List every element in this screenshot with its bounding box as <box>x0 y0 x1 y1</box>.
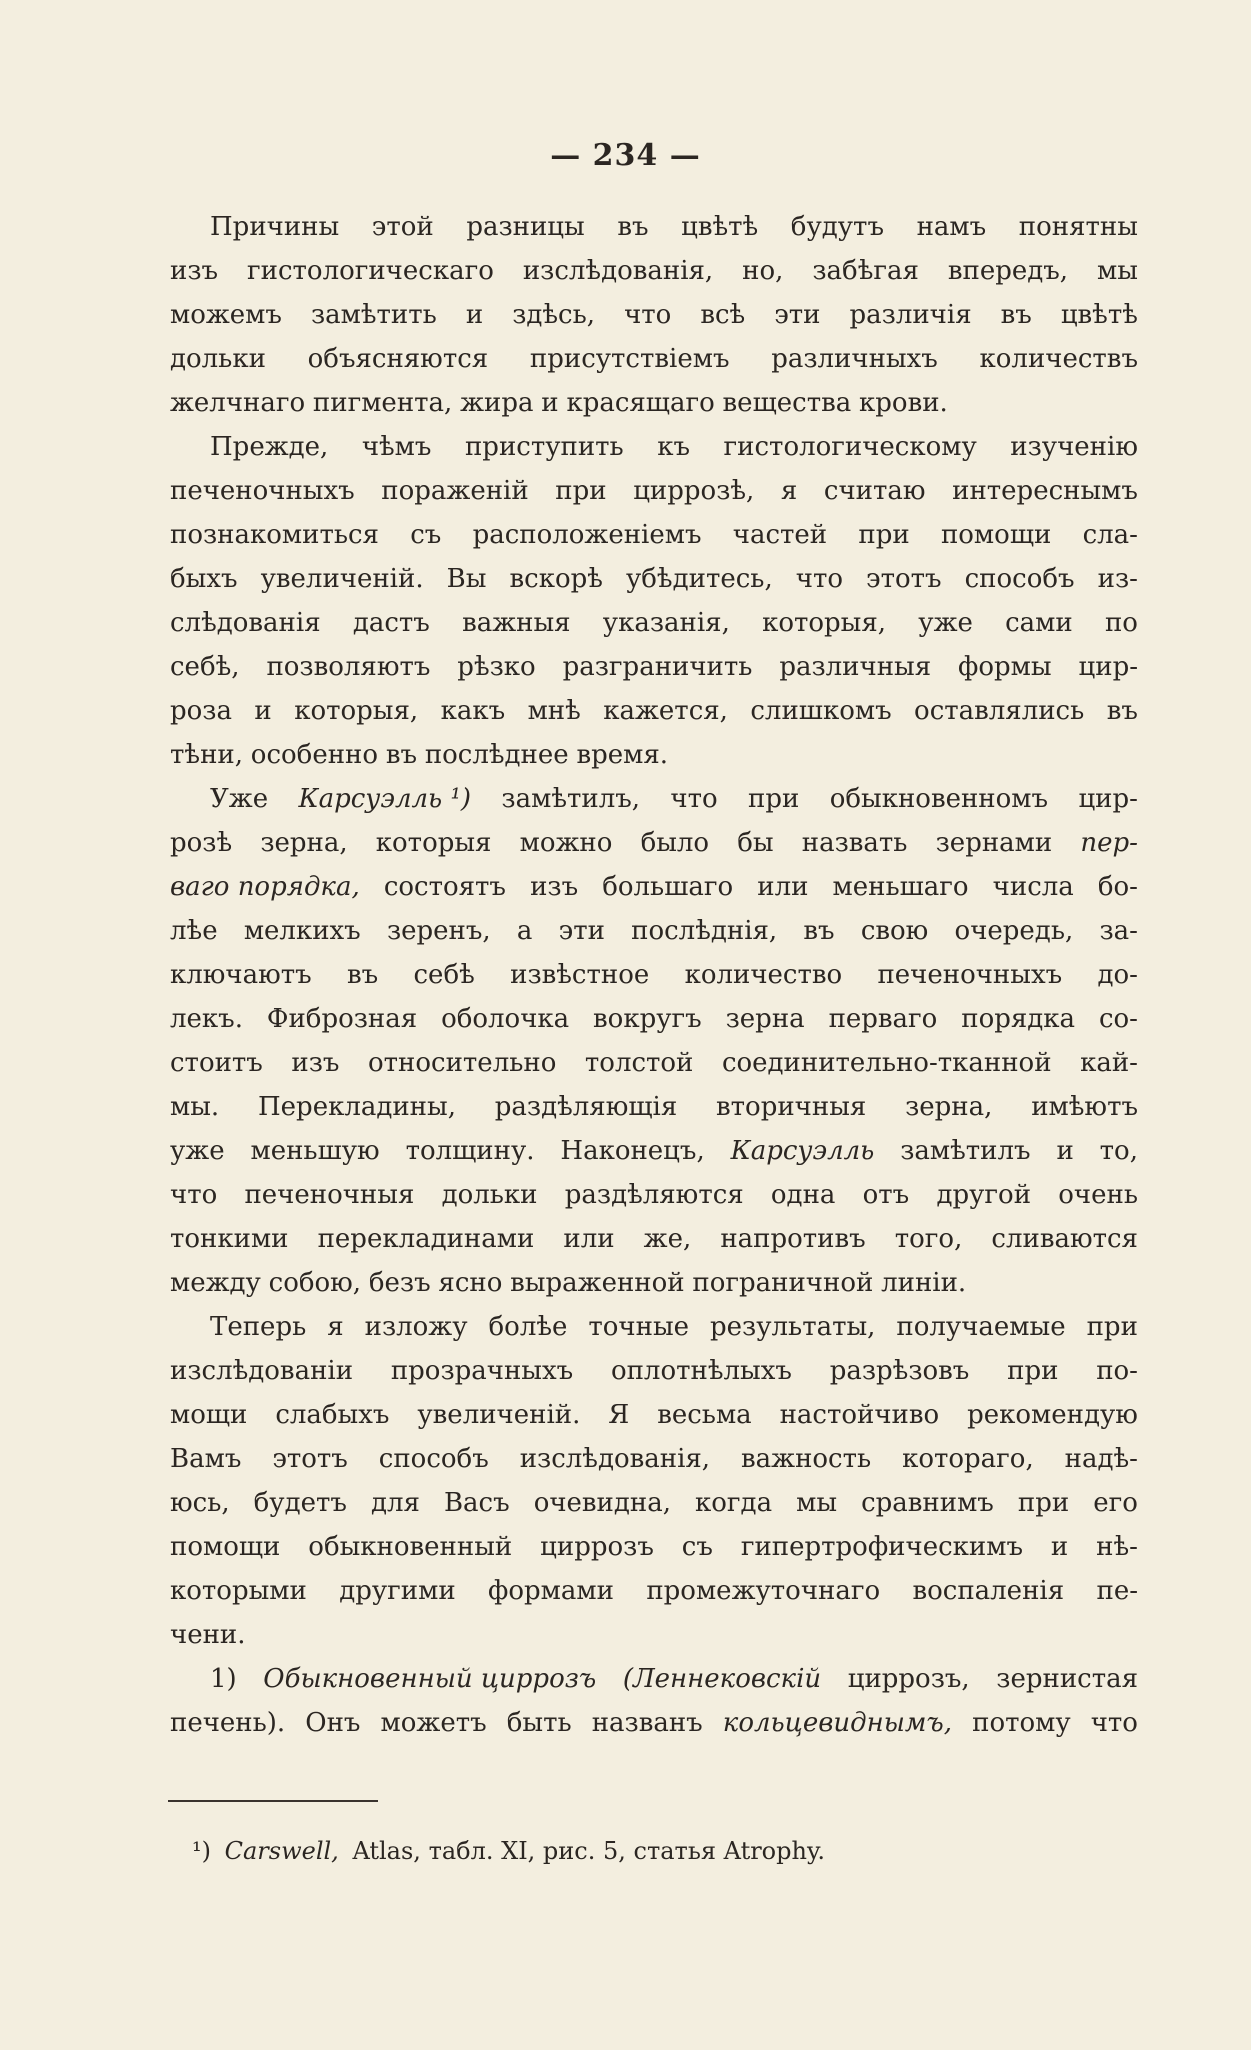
word: кольцевиднымъ, <box>722 1708 953 1738</box>
word: эти <box>558 916 605 946</box>
word: послѣднее <box>424 740 569 770</box>
word: Наконецъ, <box>560 1136 705 1166</box>
word: получаемые <box>896 1312 1066 1342</box>
word: что <box>670 784 718 814</box>
word: названъ <box>591 1708 703 1738</box>
word: изслѣдованія, <box>522 256 714 286</box>
word: познакомиться <box>170 520 379 550</box>
word: изученію <box>1010 432 1138 462</box>
word: разграничить <box>562 652 753 682</box>
word: при <box>1017 1488 1070 1518</box>
word: при <box>858 520 910 550</box>
word: этотъ <box>866 564 942 594</box>
word: собою, <box>268 1268 362 1298</box>
word: сравнимъ <box>861 1488 994 1518</box>
word: напротивъ <box>720 1224 866 1254</box>
word: цвѣтѣ <box>681 212 759 242</box>
word: забѣгая <box>812 256 919 286</box>
word: формы <box>958 652 1052 682</box>
word: замѣтилъ <box>900 1136 1031 1166</box>
word: циррозъ, <box>847 1664 970 1694</box>
word: весьма <box>657 1400 752 1430</box>
word: дастъ <box>352 608 430 638</box>
word: слабыхъ <box>275 1400 390 1430</box>
word: что <box>624 300 672 330</box>
word: что <box>795 564 843 594</box>
word: из- <box>1097 564 1138 594</box>
word: слѣдованія <box>170 608 321 638</box>
text-line <box>170 645 1138 689</box>
word: послѣднія, <box>631 916 778 946</box>
word: цир- <box>1078 784 1138 814</box>
word: мы <box>1097 256 1138 286</box>
word: мелкихъ <box>243 916 361 946</box>
word: но, <box>742 256 784 286</box>
word: бы <box>737 828 774 858</box>
text-line <box>170 1525 1138 1569</box>
word: извѣстное <box>510 960 650 990</box>
word: пигмента, <box>312 388 453 418</box>
word: нѣ- <box>1096 1532 1138 1562</box>
word: воспаленія <box>912 1576 1065 1606</box>
word: мы. <box>170 1092 220 1122</box>
text-line <box>170 337 1138 381</box>
word: въ <box>617 212 649 242</box>
word: помощи <box>940 520 1052 550</box>
word: уже <box>170 1136 225 1166</box>
text-line <box>170 777 1138 821</box>
word: Теперь <box>210 1312 307 1342</box>
word: пе- <box>1096 1576 1138 1606</box>
text-line <box>170 205 1138 249</box>
word: цвѣтѣ <box>1060 300 1138 330</box>
word: всѣ <box>700 300 746 330</box>
word: Я <box>608 1400 630 1430</box>
word: очередь, <box>954 916 1074 946</box>
word: изложу <box>364 1312 468 1342</box>
word: гипертрофическимъ <box>740 1532 1023 1562</box>
word: можетъ <box>380 1708 487 1738</box>
text-line <box>170 953 1138 997</box>
word: здѣсь, <box>512 300 596 330</box>
word: циррозъ <box>540 1532 654 1562</box>
text-line <box>170 249 1138 293</box>
word: настойчиво <box>779 1400 940 1430</box>
word: замѣтить <box>310 300 437 330</box>
text-line <box>170 689 1138 733</box>
word: позволяютъ <box>266 652 431 682</box>
word: чѣмъ <box>361 432 432 462</box>
word: Причины <box>210 212 340 242</box>
text-line <box>170 1217 1138 1261</box>
text-line <box>170 1701 1138 1745</box>
word: пер- <box>1080 828 1138 858</box>
word: рекомендую <box>967 1400 1138 1430</box>
word: Карсуэлль <box>730 1136 875 1166</box>
word: Уже <box>210 784 269 814</box>
text-line <box>170 381 1138 425</box>
word: циррозѣ, <box>633 476 755 506</box>
word: раздѣляющія <box>494 1092 678 1122</box>
word: въ <box>1000 300 1032 330</box>
word: перекладинами <box>317 1224 535 1254</box>
word: количество <box>684 960 843 990</box>
word: другими <box>339 1576 456 1606</box>
word: помощи <box>170 1532 281 1562</box>
text-line <box>170 1393 1138 1437</box>
word: различныя <box>779 652 932 682</box>
word: обыкновенномъ <box>829 784 1049 814</box>
word: гистологическому <box>723 432 977 462</box>
word: стоитъ <box>170 1048 263 1078</box>
word: печеночныхъ <box>170 476 355 506</box>
text-line <box>170 1305 1138 1349</box>
word: отъ <box>862 1180 910 1210</box>
word: зерна <box>725 1004 805 1034</box>
word: къ <box>657 432 691 462</box>
word: одна <box>770 1180 836 1210</box>
word: мы <box>796 1488 838 1518</box>
word: формами <box>488 1576 614 1606</box>
text-line <box>170 997 1138 1041</box>
text-line <box>170 1613 1138 1657</box>
word: Васъ <box>443 1488 510 1518</box>
text-line <box>170 909 1138 953</box>
word: можемъ <box>170 300 282 330</box>
word: (Леннековскій <box>622 1664 822 1694</box>
word: Онъ <box>305 1708 361 1738</box>
word: а <box>516 916 533 946</box>
word: пораженій <box>381 476 529 506</box>
word: относительно <box>368 1048 557 1078</box>
word: за- <box>1099 916 1138 946</box>
word: по- <box>1096 1356 1138 1386</box>
word: красящаго <box>566 388 715 418</box>
word: съ <box>681 1532 713 1562</box>
word: зернами <box>935 828 1053 858</box>
word: что <box>170 1180 218 1210</box>
text-line <box>170 1657 1138 1701</box>
word: разницы <box>466 212 585 242</box>
word: ясно <box>438 1268 503 1298</box>
word: въ <box>803 916 835 946</box>
word: увеличеній. <box>260 564 424 594</box>
word: при <box>555 476 607 506</box>
word: и <box>1050 1532 1069 1562</box>
text-line <box>170 1041 1138 1085</box>
footnote-divider <box>168 1800 378 1802</box>
word: печеночныя <box>244 1180 415 1210</box>
word: и <box>465 300 484 330</box>
word: эти <box>774 300 821 330</box>
word: того, <box>894 1224 963 1254</box>
word: намъ <box>916 212 987 242</box>
word: котораго, <box>902 1444 1034 1474</box>
word: линіи. <box>881 1268 967 1298</box>
word: приступить <box>464 432 624 462</box>
word: рѣзко <box>457 652 536 682</box>
word: Карсуэлль ¹) <box>298 784 472 814</box>
word: имѣютъ <box>1031 1092 1138 1122</box>
word: будутъ <box>790 212 884 242</box>
word: между <box>170 1268 261 1298</box>
word: въ <box>346 960 379 990</box>
word: и <box>1056 1136 1074 1166</box>
word: уже <box>918 608 973 638</box>
word: разрѣзовъ <box>829 1356 970 1386</box>
word: я <box>327 1312 344 1342</box>
word: для <box>370 1488 420 1518</box>
word: Перекладины, <box>257 1092 456 1122</box>
word: будетъ <box>253 1488 347 1518</box>
word: назвать <box>801 828 908 858</box>
word: изъ <box>530 872 579 902</box>
word: оставлялись <box>914 696 1085 726</box>
word: выраженной <box>510 1268 685 1298</box>
word: вещества <box>722 388 852 418</box>
word: обыкновенный <box>308 1532 513 1562</box>
word: этотъ <box>272 1444 348 1474</box>
word: при <box>1086 1312 1138 1342</box>
word: жира <box>460 388 534 418</box>
word: которыя, <box>762 608 887 638</box>
word: потому <box>972 1708 1071 1738</box>
word: въ <box>1106 696 1138 726</box>
word: результаты, <box>710 1312 876 1342</box>
word: изъ <box>170 256 219 286</box>
word: роза <box>170 696 232 726</box>
word: печеночныхъ <box>877 960 1063 990</box>
word: промежуточнаго <box>646 1576 881 1606</box>
word: время. <box>576 740 669 770</box>
word: увеличеній. <box>417 1400 581 1430</box>
word: зеренъ, <box>386 916 491 946</box>
word: Прежде, <box>210 432 329 462</box>
word: сла- <box>1082 520 1138 550</box>
word: интереснымъ <box>952 476 1138 506</box>
word: мнѣ <box>527 696 581 726</box>
word: раздѣляются <box>564 1180 744 1210</box>
word: сливаются <box>991 1224 1138 1254</box>
word: точные <box>588 1312 690 1342</box>
word: розѣ <box>170 828 233 858</box>
word: состоятъ <box>383 872 506 902</box>
word: Вы <box>446 564 487 594</box>
word: печень). <box>170 1708 286 1738</box>
word: при <box>748 784 800 814</box>
text-line <box>170 821 1138 865</box>
page-number: — 234 — <box>550 138 701 173</box>
word: то, <box>1099 1136 1138 1166</box>
word: присутствіемъ <box>529 344 730 374</box>
word: впередъ, <box>947 256 1069 286</box>
word: замѣтилъ, <box>501 784 641 814</box>
word: меньшую <box>250 1136 380 1166</box>
word: количествъ <box>979 344 1138 374</box>
word: которыя, <box>294 696 419 726</box>
text-line <box>170 1569 1138 1613</box>
word: прозрачныхъ <box>390 1356 574 1386</box>
word: важность <box>741 1444 872 1474</box>
word: расположеніемъ <box>472 520 702 550</box>
text-line <box>170 469 1138 513</box>
word: частей <box>732 520 828 550</box>
word: въ <box>385 740 418 770</box>
word: зерна, <box>905 1092 993 1122</box>
word: очевидна, <box>533 1488 671 1518</box>
word: оболочка <box>441 1004 570 1034</box>
word: перваго <box>828 1004 938 1034</box>
word: соединительно-тканной <box>721 1048 1052 1078</box>
text-line <box>170 1349 1138 1393</box>
word: же, <box>643 1224 692 1254</box>
text-line <box>170 1481 1138 1525</box>
word: способъ <box>964 564 1075 594</box>
word: чени. <box>170 1620 246 1650</box>
word: особенно <box>250 740 379 770</box>
word: кай- <box>1080 1048 1138 1078</box>
word: его <box>1093 1488 1138 1518</box>
word: до- <box>1097 960 1138 990</box>
word: которыя <box>375 828 492 858</box>
word: понятны <box>1018 212 1138 242</box>
text-line <box>170 1261 1138 1305</box>
word: когда <box>695 1488 773 1518</box>
word: порядка <box>961 1004 1076 1034</box>
word: или <box>757 872 809 902</box>
word: считаю <box>823 476 926 506</box>
word: цир- <box>1078 652 1138 682</box>
word: различныхъ <box>771 344 938 374</box>
word: что <box>1090 1708 1138 1738</box>
text-line <box>170 1129 1138 1173</box>
word: ключаютъ <box>170 960 312 990</box>
word: Фиброзная <box>266 1004 418 1034</box>
footnote-text: Atlas, табл. XI, рис. 5, статья Atrophy. <box>352 1837 825 1865</box>
body-text <box>170 205 1138 1745</box>
word: безъ <box>368 1268 431 1298</box>
word: ваго порядка, <box>170 872 360 902</box>
word: дольки <box>441 1180 538 1210</box>
word: Вамъ <box>170 1444 242 1474</box>
word: себѣ <box>413 960 475 990</box>
word: зерна, <box>260 828 348 858</box>
word: желчнаго <box>170 388 306 418</box>
word: быхъ <box>170 564 238 594</box>
word: можно <box>519 828 613 858</box>
word: при <box>1007 1356 1059 1386</box>
word: толщину. <box>405 1136 535 1166</box>
word: числа <box>992 872 1074 902</box>
word: зернистая <box>996 1664 1138 1694</box>
word: быть <box>506 1708 572 1738</box>
word: крови. <box>859 388 948 418</box>
word: убѣдитесь, <box>625 564 773 594</box>
word: болѣе <box>488 1312 568 1342</box>
word: объясняются <box>307 344 489 374</box>
text-line <box>170 293 1138 337</box>
word: которыми <box>170 1576 307 1606</box>
word: Обыкновенный циррозъ <box>263 1664 597 1694</box>
word: этой <box>371 212 434 242</box>
word: вскорѣ <box>509 564 603 594</box>
text-line <box>170 865 1138 909</box>
text-line <box>170 733 1138 777</box>
word: сами <box>1005 608 1073 638</box>
footnote-marker: ¹) <box>192 1837 211 1865</box>
word: вокругъ <box>593 1004 702 1034</box>
word: гистологическаго <box>247 256 494 286</box>
word: какъ <box>440 696 506 726</box>
word: очень <box>1058 1180 1138 1210</box>
word: свою <box>860 916 929 946</box>
word: со- <box>1098 1004 1138 1034</box>
word: пограничной <box>692 1268 874 1298</box>
word: слишкомъ <box>750 696 892 726</box>
word: мощи <box>170 1400 248 1430</box>
word: себѣ, <box>170 652 240 682</box>
text-line <box>170 557 1138 601</box>
text-line <box>170 513 1138 557</box>
text-line <box>170 1173 1138 1217</box>
word: бо- <box>1097 872 1138 902</box>
word: меньшаго <box>832 872 969 902</box>
word: лѣе <box>170 916 218 946</box>
text-line <box>170 601 1138 645</box>
word: надѣ- <box>1064 1444 1138 1474</box>
word: лекъ. <box>170 1004 243 1034</box>
word: съ <box>410 520 442 550</box>
footnote <box>192 1837 825 1865</box>
word: по <box>1104 608 1138 638</box>
word: дольки <box>170 344 266 374</box>
text-line <box>170 1085 1138 1129</box>
text-line <box>170 1437 1138 1481</box>
word: важныя <box>462 608 571 638</box>
word: изслѣдованія, <box>519 1444 711 1474</box>
word: кажется, <box>603 696 728 726</box>
word: оплотнѣлыхъ <box>610 1356 792 1386</box>
word: и <box>541 388 559 418</box>
word: изъ <box>291 1048 340 1078</box>
footnote-author: Carswell, <box>224 1837 339 1865</box>
word: тѣни, <box>170 740 243 770</box>
word: изслѣдованіи <box>170 1356 354 1386</box>
word: было <box>640 828 710 858</box>
word: или <box>563 1224 615 1254</box>
text-line <box>170 425 1138 469</box>
word: и <box>254 696 272 726</box>
word: юсь, <box>170 1488 230 1518</box>
word: различія <box>849 300 972 330</box>
word: большаго <box>602 872 734 902</box>
word: я <box>780 476 798 506</box>
word: другой <box>936 1180 1032 1210</box>
word: толстой <box>584 1048 694 1078</box>
word: тонкими <box>170 1224 289 1254</box>
word: способъ <box>378 1444 489 1474</box>
word: вторичныя <box>716 1092 867 1122</box>
word: указанія, <box>602 608 730 638</box>
word: 1) <box>210 1664 237 1694</box>
